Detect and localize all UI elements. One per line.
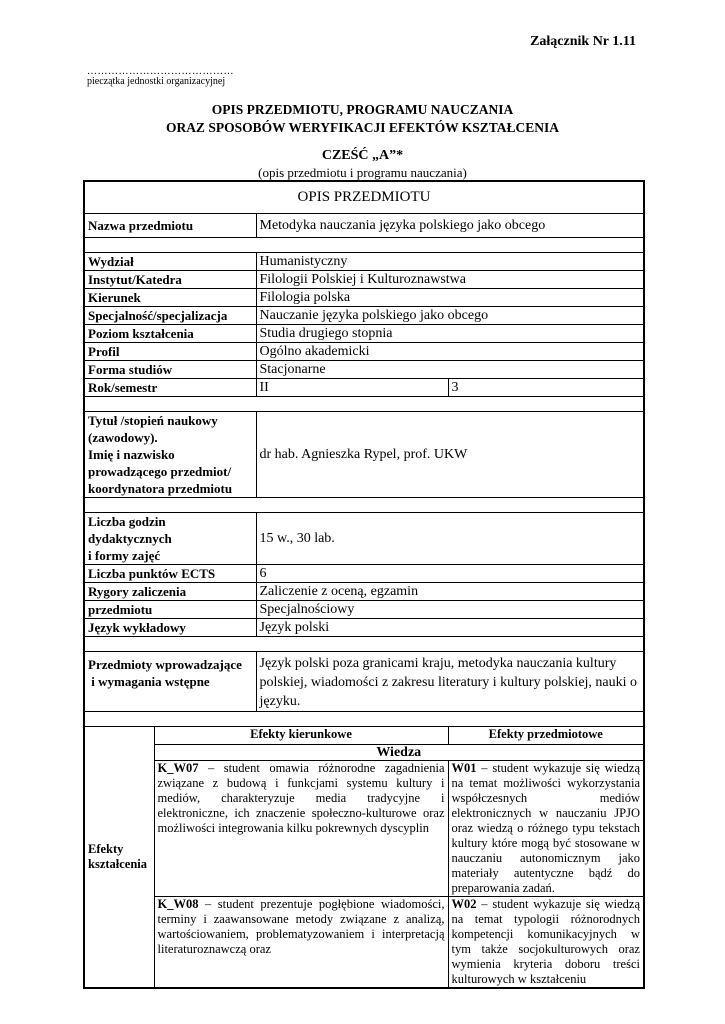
info-label: Forma studiów bbox=[84, 360, 256, 378]
course-description-table bbox=[83, 180, 645, 989]
table-heading: OPIS PRZEDMIOTU bbox=[84, 181, 644, 213]
info-label: przedmiotu bbox=[84, 600, 256, 618]
hours-label bbox=[84, 512, 256, 564]
label-line: Liczba godzin bbox=[88, 513, 166, 529]
label-line: (zawodowy). bbox=[88, 429, 158, 445]
label-line: Tytuł /stopień naukowy bbox=[88, 412, 218, 428]
label-line: Imię i nazwisko bbox=[88, 446, 175, 462]
prerequisites-value: Język polski poza granicami kraju, metodyka nauczania kultury polskiej, wiadomości z zakresu literatury i kultury polskiej, nauki o języku. bbox=[256, 651, 644, 711]
info-value: Stacjonarne bbox=[256, 360, 644, 378]
info-label: Liczba punktów ECTS bbox=[84, 564, 256, 582]
label-line: koordynatora przedmiotu bbox=[88, 480, 233, 496]
spacer-row bbox=[84, 497, 644, 512]
learning-outcomes-label bbox=[84, 726, 154, 988]
label-line: Efekty bbox=[88, 841, 124, 856]
label-line: prowadzącego przedmiot/ bbox=[88, 463, 232, 479]
year-semester-label: Rok/semestr bbox=[84, 378, 256, 396]
spacer-row bbox=[84, 711, 644, 726]
info-value: Humanistyczny bbox=[256, 252, 644, 270]
label-line: i wymagania wstępne bbox=[88, 673, 210, 689]
spacer-row bbox=[84, 636, 644, 651]
info-label: Kierunek bbox=[84, 288, 256, 306]
year-value: II bbox=[256, 378, 448, 396]
info-value: Specjalnościowy bbox=[256, 600, 644, 618]
outcome-text: – student omawia różnorodne zagadnienia związane z budową i funkcjami systemu kultury i mediów, charakteryzuje media tradycyjne i elektroniczne, ich znaczenie społeczno-kulturowe oraz możliwości integrowania kilku pokrewnych dyscyplin bbox=[157, 760, 445, 835]
info-label: Instytut/Katedra bbox=[84, 270, 256, 288]
stamp-dots: …………………………………… bbox=[87, 66, 234, 77]
label-line: Przedmioty wprowadzające bbox=[88, 656, 242, 672]
outcome-code: K_W08 bbox=[157, 896, 199, 911]
knowledge-section-header: Wiedza bbox=[154, 744, 644, 760]
outcome-text: – student prezentuje pogłębione wiadomości, terminy i zaawansowane metody związane z analizą, wartościowaniem, problematyzowaniem i interpretacją literaturoznawczą oraz bbox=[157, 896, 445, 956]
info-value: Ogólno akademicki bbox=[256, 342, 644, 360]
semester-value: 3 bbox=[448, 378, 644, 396]
outcome-code: K_W07 bbox=[157, 760, 199, 775]
attachment-number: Załącznik Nr 1.11 bbox=[530, 34, 636, 49]
outcome-code: W02 bbox=[451, 896, 477, 911]
spacer-row bbox=[84, 396, 644, 411]
info-label: Specjalność/specjalizacja bbox=[84, 306, 256, 324]
info-label: Poziom kształcenia bbox=[84, 324, 256, 342]
info-label: Rygory zaliczenia bbox=[84, 582, 256, 600]
info-value: Zaliczenie z oceną, egzamin bbox=[256, 582, 644, 600]
label-line: i formy zajęć bbox=[88, 547, 161, 563]
stamp-label: pieczątka jednostki organizacyjnej bbox=[87, 76, 226, 87]
info-value: Filologia polska bbox=[256, 288, 644, 306]
info-value: Nauczanie języka polskiego jako obcego bbox=[256, 306, 644, 324]
course-outcome-cell bbox=[448, 760, 644, 896]
label-line: dydaktycznych bbox=[88, 530, 172, 546]
prerequisites-label bbox=[84, 651, 256, 711]
program-outcome-cell bbox=[154, 896, 448, 988]
label-line: kształcenia bbox=[88, 856, 148, 871]
instructor-label bbox=[84, 411, 256, 497]
hours-value: 15 w., 30 lab. bbox=[256, 512, 644, 564]
spacer-row bbox=[84, 237, 644, 252]
part-title: CZEŚĆ „A”* bbox=[321, 148, 404, 163]
instructor-value: dr hab. Agnieszka Rypel, prof. UKW bbox=[256, 411, 644, 497]
outcome-text: – student wykazuje się wiedzą na temat typologii różnorodnych kompetencji komunikacyjnych w tym także socjokulturowych oraz wymienia kryteria doboru treści kulturowych w kształceniu bbox=[451, 896, 640, 986]
program-outcomes-header: Efekty kierunkowe bbox=[154, 726, 448, 744]
outcome-text: – student wykazuje się wiedzą na temat możliwości wykorzystania współczesnych mediów elektronicznych w nauczaniu JPJO oraz wiedzą o różnego typu tekstach kultury które mogą być stosowane w nauczaniu autonomicznym jako materiały autentyczne bądź do preparowania zadań. bbox=[451, 760, 640, 895]
info-value: Język polski bbox=[256, 618, 644, 636]
info-value: Filologii Polskiej i Kulturoznawstwa bbox=[256, 270, 644, 288]
part-subtitle: (opis przedmiotu i programu nauczania) bbox=[258, 165, 467, 180]
info-label: Wydział bbox=[84, 252, 256, 270]
info-value: 6 bbox=[256, 564, 644, 582]
info-label: Profil bbox=[84, 342, 256, 360]
course-outcome-cell bbox=[448, 896, 644, 988]
course-name-value: Metodyka nauczania języka polskiego jako obcego bbox=[256, 213, 644, 237]
info-label: Język wykładowy bbox=[84, 618, 256, 636]
program-outcome-cell bbox=[154, 760, 448, 896]
document-title-line1: OPIS PRZEDMIOTU, PROGRAMU NAUCZANIA bbox=[211, 102, 514, 117]
document-title-line2: ORAZ SPOSOBÓW WERYFIKACJI EFEKTÓW KSZTAŁCENIA bbox=[165, 120, 560, 135]
course-outcomes-header: Efekty przedmiotowe bbox=[448, 726, 644, 744]
outcome-code: W01 bbox=[451, 760, 477, 775]
info-value: Studia drugiego stopnia bbox=[256, 324, 644, 342]
course-name-label: Nazwa przedmiotu bbox=[84, 213, 256, 237]
